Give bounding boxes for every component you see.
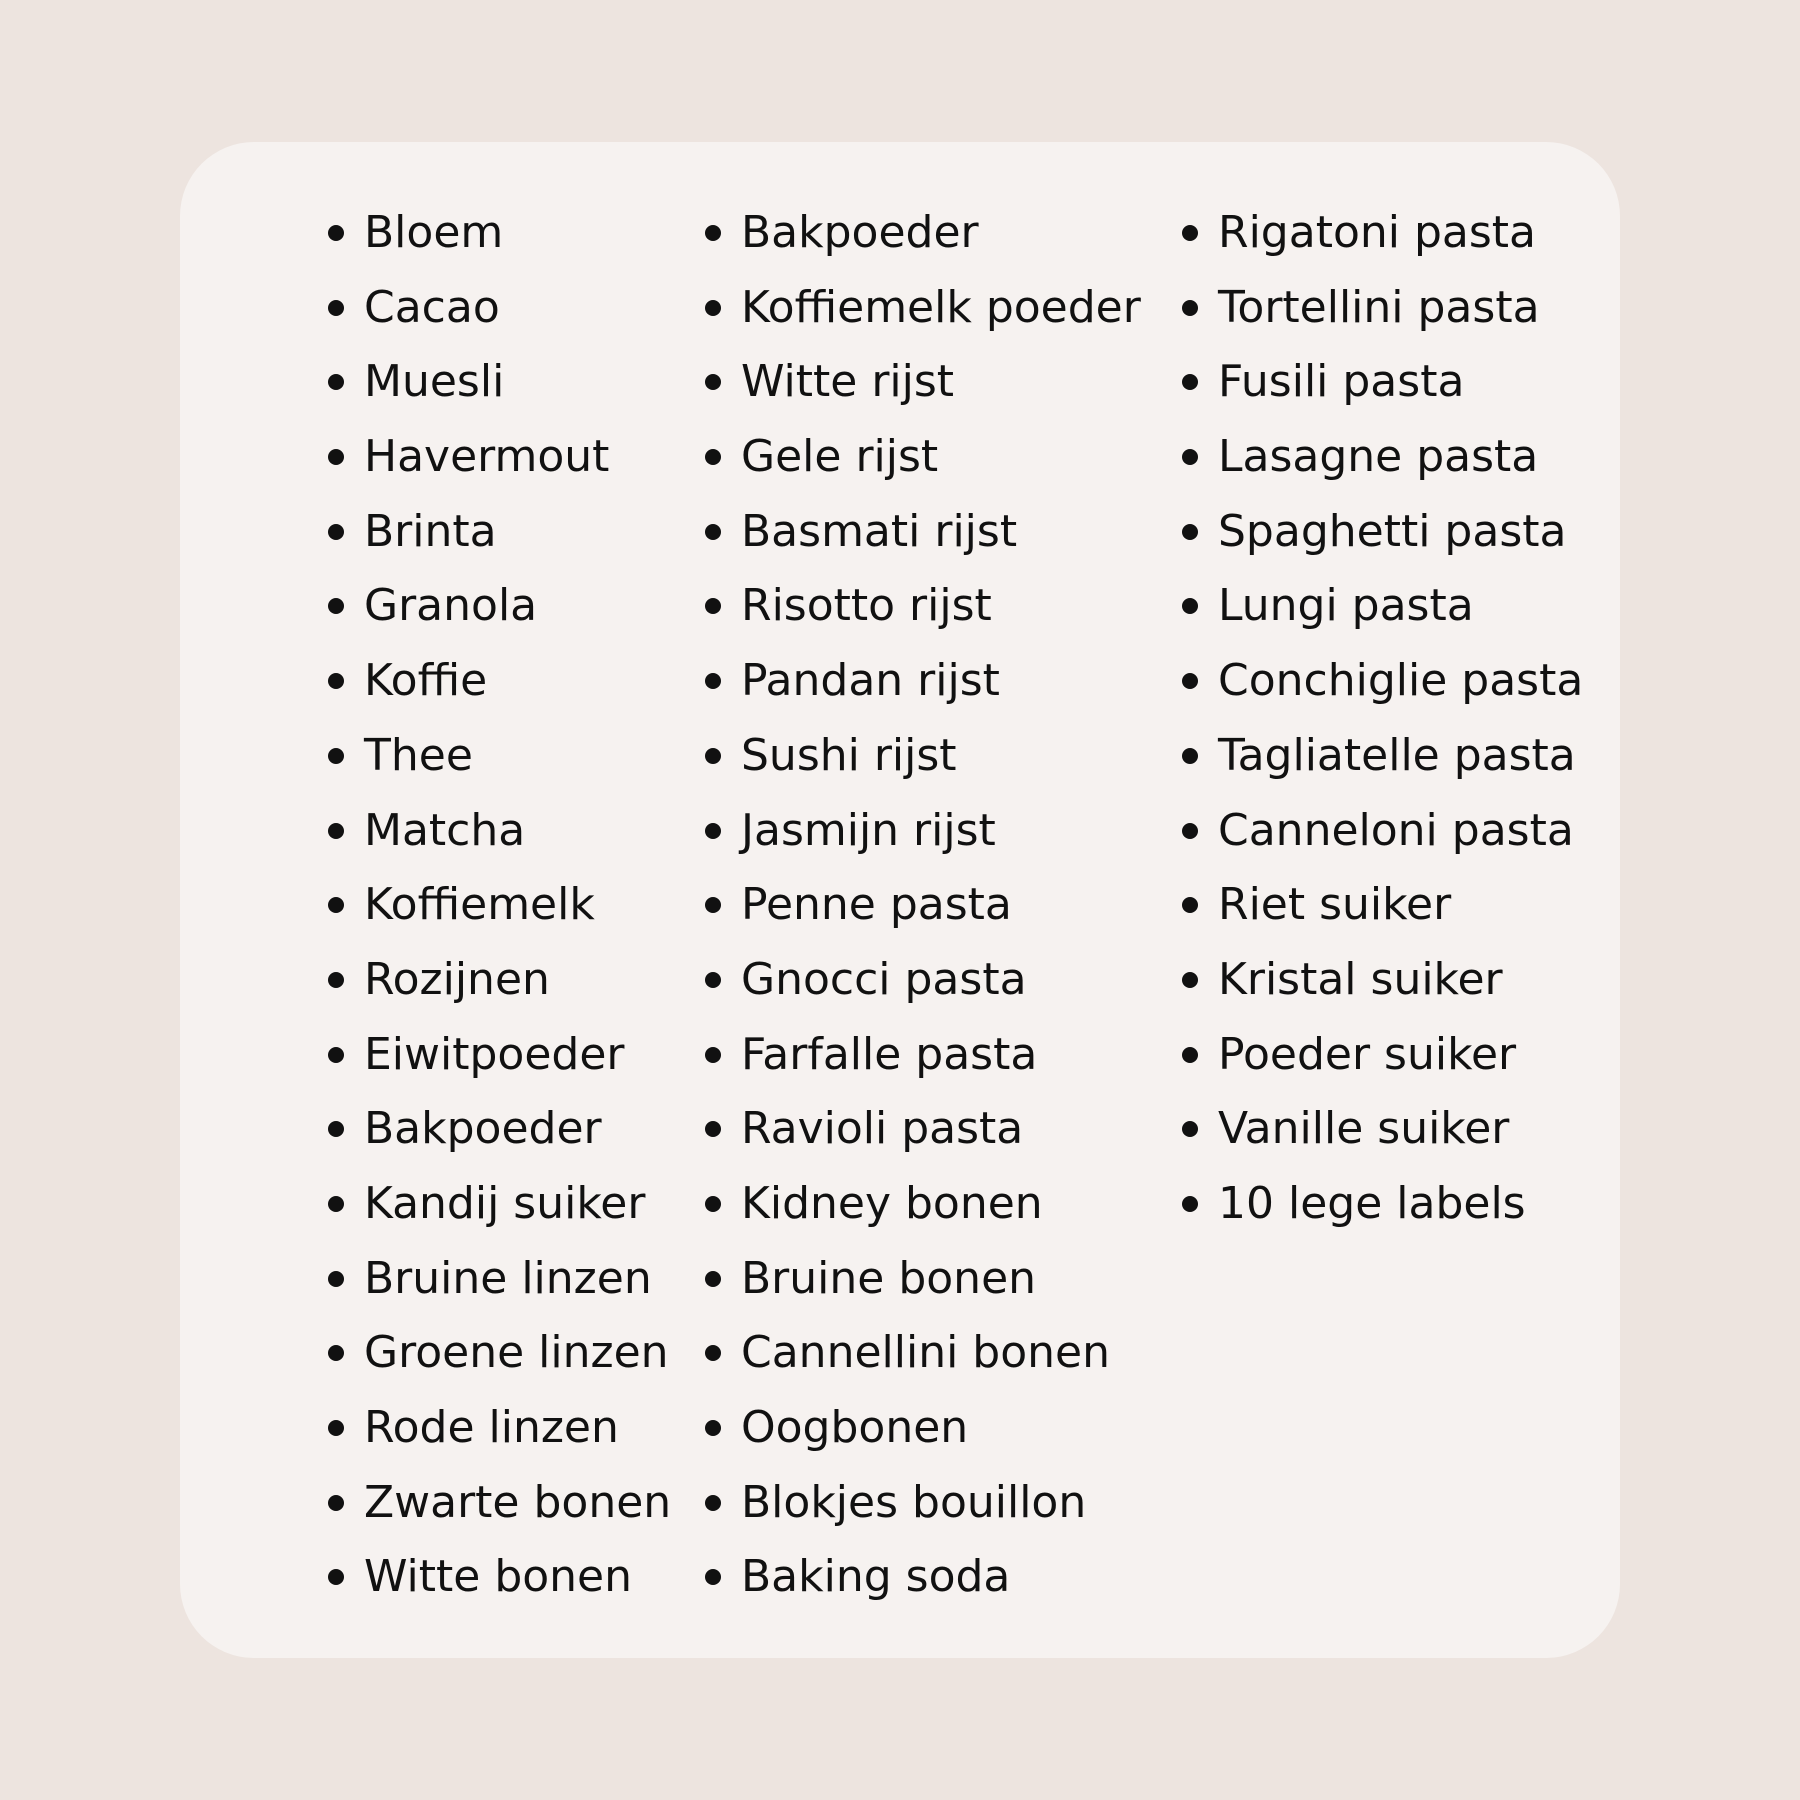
list-item-label: Spaghetti pasta bbox=[1218, 505, 1567, 557]
list-item-label: Granola bbox=[364, 580, 538, 632]
list-item-label: Pandan rijst bbox=[741, 655, 1000, 707]
list-item-label: Bruine linzen bbox=[364, 1252, 652, 1304]
list-item-label: 10 lege labels bbox=[1218, 1177, 1526, 1229]
list-item-label: Koffiemelk bbox=[364, 879, 595, 931]
list-item bbox=[1180, 1092, 1583, 1167]
list-item bbox=[326, 495, 671, 570]
list-item bbox=[326, 719, 671, 794]
bullet-icon bbox=[1182, 1047, 1198, 1063]
list-item-label: Jasmijn rijst bbox=[741, 804, 996, 856]
list-item bbox=[326, 1242, 671, 1317]
bullet-icon bbox=[705, 1420, 721, 1436]
list-item-label: Gnocci pasta bbox=[741, 953, 1027, 1005]
bullet-icon bbox=[1182, 972, 1198, 988]
list-item-label: Conchiglie pasta bbox=[1218, 655, 1584, 707]
list-item-label: Kidney bonen bbox=[741, 1177, 1043, 1229]
list-item bbox=[1180, 943, 1583, 1018]
list-item-label: Koffiemelk poeder bbox=[741, 281, 1141, 333]
list-item-label: Riet suiker bbox=[1218, 879, 1452, 931]
list-item-label: Muesli bbox=[364, 356, 505, 408]
bullet-icon bbox=[1182, 300, 1198, 316]
bullet-icon bbox=[328, 897, 344, 913]
list-item bbox=[1180, 644, 1583, 719]
bullet-icon bbox=[328, 300, 344, 316]
list-column-1 bbox=[326, 196, 671, 1615]
list-item bbox=[1180, 1018, 1583, 1093]
bullet-icon bbox=[705, 972, 721, 988]
list-item bbox=[703, 1242, 1141, 1317]
bullet-icon bbox=[705, 1345, 721, 1361]
bullet-icon bbox=[705, 1047, 721, 1063]
list-item-label: Risotto rijst bbox=[741, 580, 992, 632]
list-item bbox=[1180, 719, 1583, 794]
list-item-label: Kristal suiker bbox=[1218, 953, 1503, 1005]
list-item-label: Rigatoni pasta bbox=[1218, 207, 1536, 258]
list-item bbox=[326, 1466, 671, 1541]
list-item bbox=[326, 1391, 671, 1466]
list-item-label: Poeder suiker bbox=[1218, 1028, 1517, 1080]
list-item bbox=[703, 1167, 1141, 1242]
list-item-label: Tortellini pasta bbox=[1218, 281, 1540, 333]
bullet-icon bbox=[705, 1495, 721, 1511]
list-item bbox=[1180, 1167, 1583, 1242]
list-item bbox=[703, 1466, 1141, 1541]
bullet-icon bbox=[328, 598, 344, 614]
list-item-label: Bakpoeder bbox=[741, 207, 979, 258]
bullet-icon bbox=[328, 225, 344, 241]
bullet-icon bbox=[328, 1121, 344, 1137]
list-item-label: Canneloni pasta bbox=[1218, 804, 1574, 856]
list-item bbox=[703, 1391, 1141, 1466]
list-item bbox=[703, 569, 1141, 644]
list-item bbox=[326, 1540, 671, 1615]
bullet-icon bbox=[328, 1345, 344, 1361]
list-item-label: Bruine bonen bbox=[741, 1252, 1037, 1304]
list-item bbox=[1180, 868, 1583, 943]
bullet-icon bbox=[1182, 225, 1198, 241]
bullet-icon bbox=[1182, 823, 1198, 839]
list-item bbox=[703, 943, 1141, 1018]
list-item bbox=[326, 868, 671, 943]
list-item-label: Kandij suiker bbox=[364, 1177, 646, 1229]
bullet-icon bbox=[1182, 524, 1198, 540]
list-item-label: Cacao bbox=[364, 281, 500, 333]
list-item bbox=[703, 495, 1141, 570]
bullet-icon bbox=[328, 1495, 344, 1511]
list-item bbox=[1180, 495, 1583, 570]
list-item bbox=[326, 1018, 671, 1093]
list-item bbox=[326, 569, 671, 644]
bullet-icon bbox=[328, 1569, 344, 1585]
list-item bbox=[326, 644, 671, 719]
list-item bbox=[703, 719, 1141, 794]
list-column-3 bbox=[1180, 196, 1583, 1242]
list-item bbox=[326, 420, 671, 495]
list-item-label: Penne pasta bbox=[741, 879, 1012, 931]
list-item bbox=[326, 1167, 671, 1242]
list-item bbox=[326, 943, 671, 1018]
list-item-label: Oogbonen bbox=[741, 1402, 969, 1453]
list-item-label: Rozijnen bbox=[364, 953, 550, 1005]
list-item-label: Brinta bbox=[364, 505, 497, 557]
list-item-label: Zwarte bonen bbox=[364, 1476, 672, 1528]
bullet-icon bbox=[328, 748, 344, 764]
bullet-icon bbox=[705, 673, 721, 689]
bullet-icon bbox=[1182, 673, 1198, 689]
bullet-icon bbox=[328, 374, 344, 390]
list-item bbox=[703, 1316, 1141, 1391]
list-item-label: Rode linzen bbox=[364, 1402, 619, 1453]
bullet-icon bbox=[705, 225, 721, 241]
bullet-icon bbox=[1182, 449, 1198, 465]
bullet-icon bbox=[705, 598, 721, 614]
bullet-icon bbox=[328, 823, 344, 839]
list-item bbox=[703, 1018, 1141, 1093]
bullet-icon bbox=[1182, 748, 1198, 764]
list-item bbox=[703, 1540, 1141, 1615]
list-item-label: Cannellini bonen bbox=[741, 1327, 1110, 1379]
list-item-label: Fusili pasta bbox=[1218, 356, 1465, 408]
bullet-icon bbox=[705, 1271, 721, 1287]
list-item bbox=[1180, 271, 1583, 346]
list-item bbox=[1180, 345, 1583, 420]
bullet-icon bbox=[705, 897, 721, 913]
list-item-label: Blokjes bouillon bbox=[741, 1476, 1087, 1528]
list-item bbox=[703, 271, 1141, 346]
bullet-icon bbox=[328, 524, 344, 540]
list-item-label: Gele rijst bbox=[741, 431, 939, 483]
list-item bbox=[326, 345, 671, 420]
bullet-icon bbox=[328, 673, 344, 689]
bullet-icon bbox=[705, 524, 721, 540]
list-item-label: Lungi pasta bbox=[1218, 580, 1474, 632]
bullet-icon bbox=[705, 449, 721, 465]
bullet-icon bbox=[1182, 1121, 1198, 1137]
list-item bbox=[326, 794, 671, 869]
list-item bbox=[1180, 420, 1583, 495]
bullet-icon bbox=[705, 1569, 721, 1585]
list-item bbox=[703, 794, 1141, 869]
list-item bbox=[1180, 794, 1583, 869]
list-item-label: Bakpoeder bbox=[364, 1103, 602, 1155]
list-item-label: Vanille suiker bbox=[1218, 1103, 1510, 1155]
bullet-icon bbox=[705, 374, 721, 390]
list-item-label: Witte bonen bbox=[364, 1551, 633, 1603]
bullet-icon bbox=[1182, 598, 1198, 614]
bullet-icon bbox=[328, 1271, 344, 1287]
list-item bbox=[703, 345, 1141, 420]
list-item bbox=[326, 196, 671, 271]
list-item-label: Koffie bbox=[364, 655, 488, 707]
bullet-icon bbox=[705, 1121, 721, 1137]
list-item-label: Tagliatelle pasta bbox=[1218, 729, 1576, 781]
list-item bbox=[703, 420, 1141, 495]
list-item bbox=[703, 196, 1141, 271]
bullet-icon bbox=[705, 748, 721, 764]
list-item-label: Havermout bbox=[364, 431, 610, 483]
list-item-label: Matcha bbox=[364, 804, 526, 856]
list-item-label: Farfalle pasta bbox=[741, 1028, 1038, 1080]
bullet-icon bbox=[328, 449, 344, 465]
list-item-label: Eiwitpoeder bbox=[364, 1028, 625, 1080]
bullet-icon bbox=[705, 300, 721, 316]
bullet-icon bbox=[328, 972, 344, 988]
list-item bbox=[326, 1092, 671, 1167]
list-column-2 bbox=[703, 196, 1141, 1615]
bullet-icon bbox=[1182, 897, 1198, 913]
bullet-icon bbox=[1182, 1196, 1198, 1212]
list-item bbox=[703, 644, 1141, 719]
list-item bbox=[1180, 196, 1583, 271]
bullet-icon bbox=[328, 1047, 344, 1063]
list-item-label: Thee bbox=[364, 729, 473, 781]
bullet-icon bbox=[328, 1420, 344, 1436]
list-item-label: Baking soda bbox=[741, 1551, 1011, 1603]
list-item bbox=[326, 271, 671, 346]
bullet-icon bbox=[705, 1196, 721, 1212]
list-item bbox=[703, 868, 1141, 943]
bullet-icon bbox=[705, 823, 721, 839]
list-item-label: Ravioli pasta bbox=[741, 1103, 1024, 1155]
list-item-label: Witte rijst bbox=[741, 356, 955, 408]
bullet-icon bbox=[1182, 374, 1198, 390]
list-item-label: Lasagne pasta bbox=[1218, 431, 1539, 483]
list-item bbox=[1180, 569, 1583, 644]
list-item-label: Groene linzen bbox=[364, 1327, 669, 1379]
list-item-label: Sushi rijst bbox=[741, 729, 957, 781]
list-item-label: Basmati rijst bbox=[741, 505, 1018, 557]
list-item bbox=[326, 1316, 671, 1391]
list-item bbox=[703, 1092, 1141, 1167]
bullet-icon bbox=[328, 1196, 344, 1212]
list-item-label: Bloem bbox=[364, 207, 504, 258]
